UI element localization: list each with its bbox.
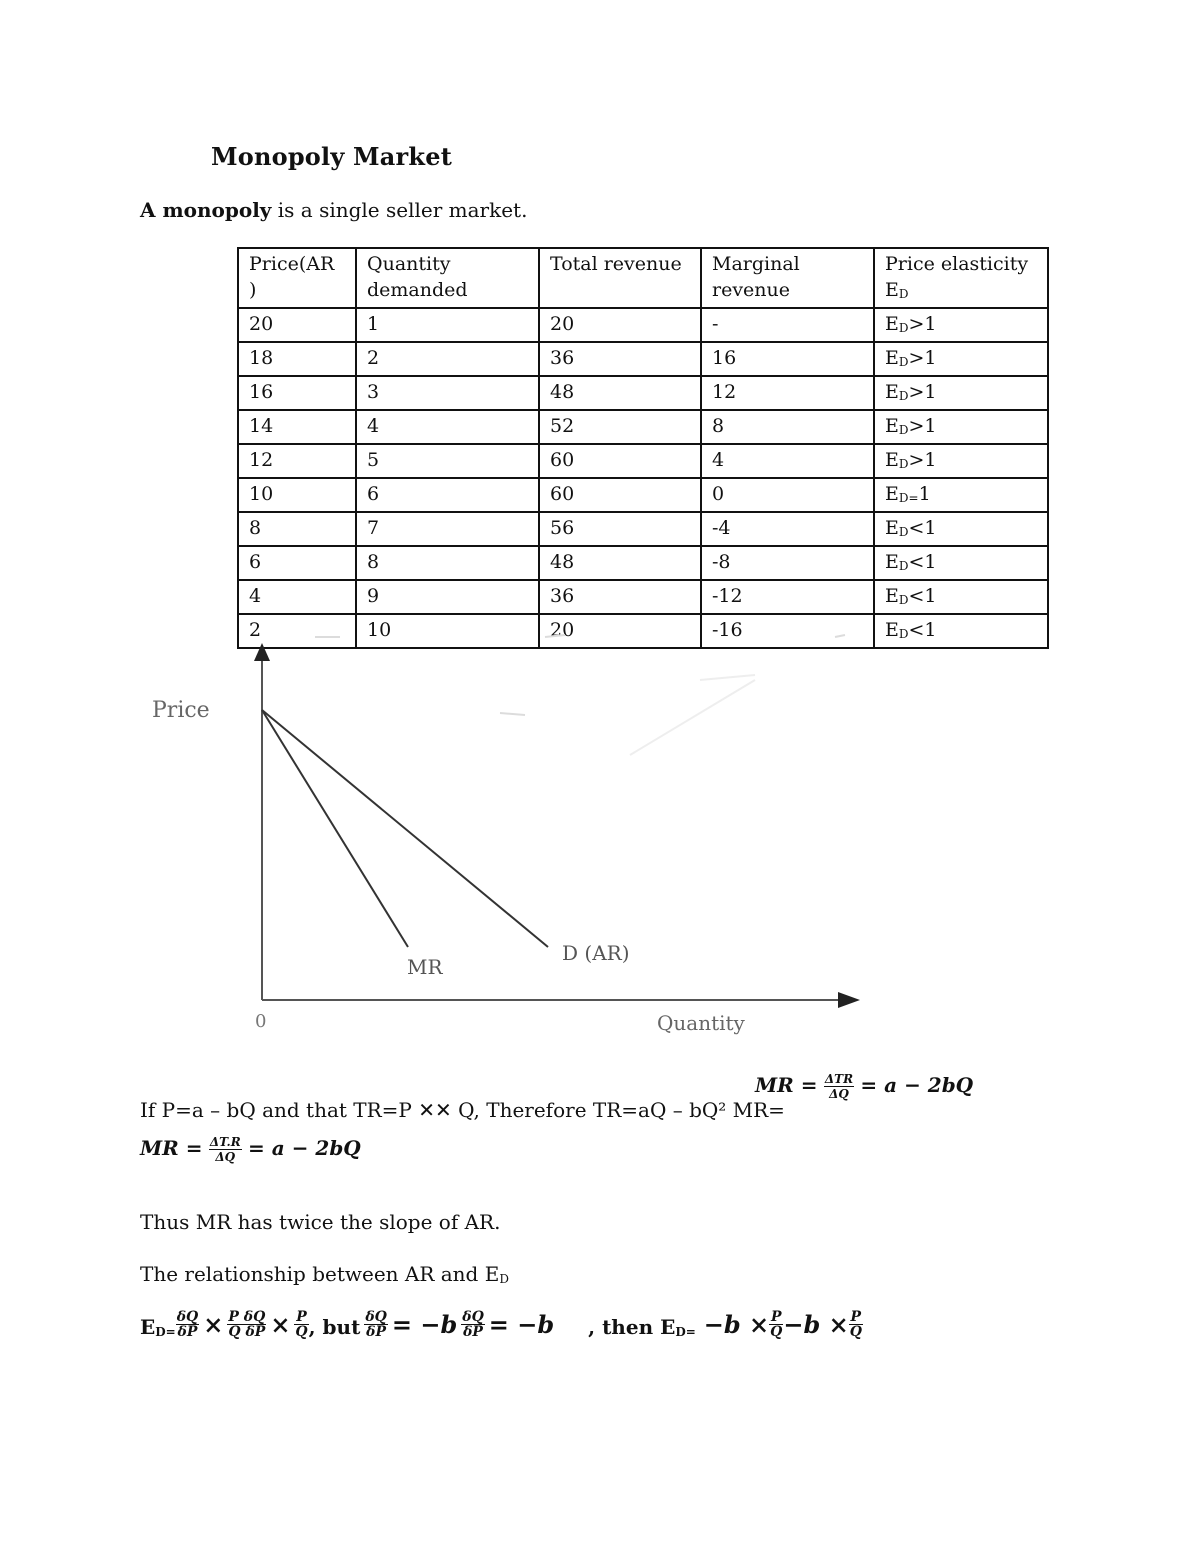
cell-elasticity: $E_D<1$ xyxy=(874,512,1048,546)
cell-tr: 36 xyxy=(539,580,701,614)
mr-equation-block: MR = $\frac{\Delta T.R}{\Delta Q}$ = a − 2bQ xyxy=(140,1135,361,1164)
cell-mr: 0 xyxy=(701,478,874,512)
cell-elasticity: $E_D<1$ xyxy=(874,614,1048,648)
cell-elasticity: $E_D>1$ xyxy=(874,342,1048,376)
cell-mr: 16 xyxy=(701,342,874,376)
cell-qty: 3 xyxy=(356,376,539,410)
mr-curve-label: MR xyxy=(407,955,443,979)
cell-tr: 48 xyxy=(539,376,701,410)
tr-derivation-line: If P=a – bQ and that TR=P ✕✕ Q, Therefore TR=aQ – bQ² MR= xyxy=(140,1098,785,1122)
table-header-row xyxy=(238,248,1048,308)
scan-noise xyxy=(315,635,845,755)
slope-statement: Thus MR has twice the slope of AR. xyxy=(140,1210,501,1234)
cell-elasticity: $E_{D=}1$ xyxy=(874,478,1048,512)
cell-elasticity: $E_D>1$ xyxy=(874,444,1048,478)
cell-mr: -8 xyxy=(701,546,874,580)
cell-qty: 1 xyxy=(356,308,539,342)
cell-mr: -12 xyxy=(701,580,874,614)
cell-price: 6 xyxy=(238,546,356,580)
cell-qty: 5 xyxy=(356,444,539,478)
price-axis-label: Price xyxy=(152,698,210,723)
cell-qty: 4 xyxy=(356,410,539,444)
header-quantity: Quantity demanded xyxy=(356,248,539,308)
cell-tr: 60 xyxy=(539,478,701,512)
table-row xyxy=(238,342,1048,376)
table-row xyxy=(238,478,1048,512)
mr-equation-inline: MR = $\frac{\text{ΔTR}}{\Delta Q}$ = a − 2bQ xyxy=(755,1072,974,1101)
cell-elasticity: $E_D>1$ xyxy=(874,410,1048,444)
cell-price: 2 xyxy=(238,614,356,648)
cell-price: 18 xyxy=(238,342,356,376)
cell-elasticity: $E_D>1$ xyxy=(874,376,1048,410)
cell-mr: -16 xyxy=(701,614,874,648)
origin-label: 0 xyxy=(255,1011,267,1032)
cell-price: 14 xyxy=(238,410,356,444)
demand-curve-label: D (AR) xyxy=(562,941,630,965)
table-row xyxy=(238,308,1048,342)
cell-qty: 6 xyxy=(356,478,539,512)
table-row xyxy=(238,546,1048,580)
y-axis-arrow-icon xyxy=(254,643,270,661)
demand-ar-line xyxy=(262,710,548,947)
header-marginal-revenue: Marginal revenue xyxy=(701,248,874,308)
cell-elasticity: $E_D>1$ xyxy=(874,308,1048,342)
cell-price: 10 xyxy=(238,478,356,512)
relationship-heading: The relationship between AR and $E_D$ xyxy=(140,1262,509,1286)
cell-tr: 20 xyxy=(539,308,701,342)
header-price-elasticity: Price elasticity $E_D$ xyxy=(874,248,1048,308)
page-title: Monopoly Market xyxy=(211,142,452,171)
cell-price: 16 xyxy=(238,376,356,410)
cell-tr: 56 xyxy=(539,512,701,546)
cell-mr: 8 xyxy=(701,410,874,444)
cell-tr: 36 xyxy=(539,342,701,376)
cell-tr: 20 xyxy=(539,614,701,648)
cell-tr: 52 xyxy=(539,410,701,444)
table-row xyxy=(238,410,1048,444)
cell-mr: - xyxy=(701,308,874,342)
ar-mr-graph xyxy=(140,625,880,1045)
cell-mr: 12 xyxy=(701,376,874,410)
intro-paragraph xyxy=(140,198,527,222)
table-body xyxy=(238,308,1048,648)
cell-elasticity: $E_D<1$ xyxy=(874,546,1048,580)
cell-qty: 9 xyxy=(356,580,539,614)
quantity-axis-label: Quantity xyxy=(657,1011,745,1035)
intro-rest: is a single seller market. xyxy=(271,198,528,222)
intro-bold: A monopoly xyxy=(140,198,272,222)
cell-qty: 10 xyxy=(356,614,539,648)
cell-price: 12 xyxy=(238,444,356,478)
cell-tr: 48 xyxy=(539,546,701,580)
table-row xyxy=(238,376,1048,410)
cell-tr: 60 xyxy=(539,444,701,478)
table-row xyxy=(238,512,1048,546)
mr-line xyxy=(262,710,408,947)
cell-price: 20 xyxy=(238,308,356,342)
cell-qty: 7 xyxy=(356,512,539,546)
cell-mr: -4 xyxy=(701,512,874,546)
cell-price: 8 xyxy=(238,512,356,546)
table-row xyxy=(238,580,1048,614)
cell-mr: 4 xyxy=(701,444,874,478)
header-price: Price(AR ) xyxy=(238,248,356,308)
elasticity-derivation: $E_{D=}$ $\frac{\delta Q}{\delta P}$ × $\frac{\text{P δQ}}{\text{Q δP}}$ × $\frac{P}{Q}$ , but $\frac{\delta Q}{\delta P}$ = −b $\frac{\delta Q}{\delta P}$ = −b , then $E_{D=}$ −b × $\frac{P}{Q}$ −b × $\frac{P}{Q}$ xyxy=(140,1309,862,1340)
x-axis-arrow-icon xyxy=(838,992,860,1008)
cell-qty: 2 xyxy=(356,342,539,376)
monopoly-table xyxy=(237,247,1049,649)
cell-price: 4 xyxy=(238,580,356,614)
cell-qty: 8 xyxy=(356,546,539,580)
table-row xyxy=(238,444,1048,478)
cell-elasticity: $E_D<1$ xyxy=(874,580,1048,614)
header-total-revenue: Total revenue xyxy=(539,248,701,308)
